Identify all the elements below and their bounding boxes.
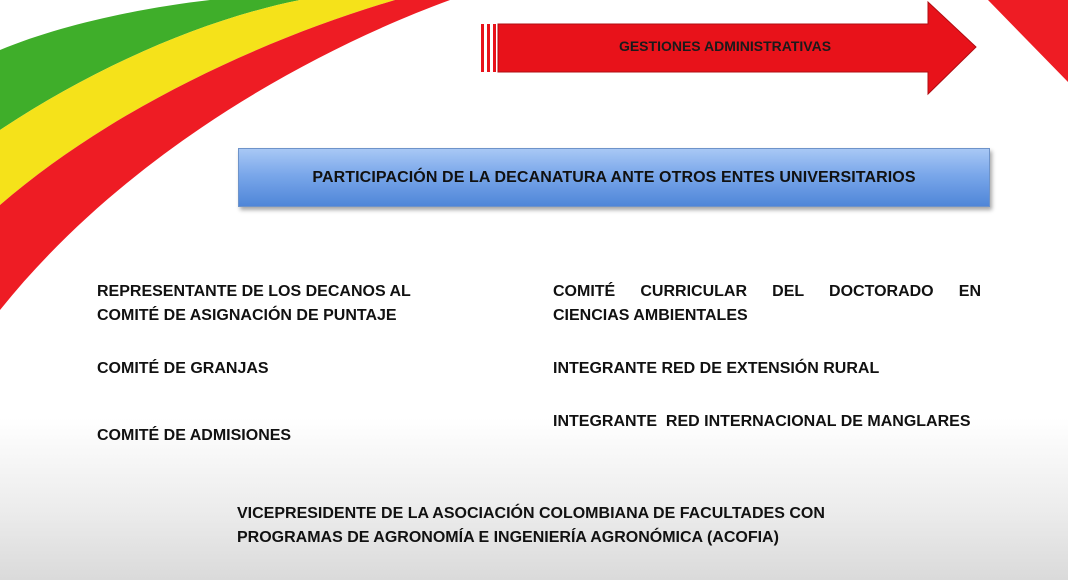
right-item-1-line1: COMITÉ CURRICULAR DEL DOCTORADO EN bbox=[553, 283, 981, 300]
footer-line2: PROGRAMAS DE AGRONOMÍA E INGENIERÍA AGRONÓMICA (ACOFIA) bbox=[237, 529, 779, 546]
arrow-stripe bbox=[487, 24, 490, 72]
title-box bbox=[238, 148, 990, 207]
right-item-1 bbox=[553, 280, 981, 328]
right-item-2: INTEGRANTE RED DE EXTENSIÓN RURAL bbox=[553, 360, 880, 377]
left-item-1-line2: COMITÉ DE ASIGNACIÓN DE PUNTAJE bbox=[97, 307, 397, 324]
footer-text bbox=[237, 502, 877, 550]
left-item-3: COMITÉ DE ADMISIONES bbox=[97, 427, 292, 444]
left-item-2: COMITÉ DE GRANJAS bbox=[97, 360, 269, 377]
right-item-3: INTEGRANTE RED INTERNACIONAL DE MANGLARES bbox=[553, 413, 971, 430]
page-title: PARTICIPACIÓN DE LA DECANATURA ANTE OTROS ENTES UNIVERSITARIOS bbox=[312, 168, 916, 186]
left-item-1 bbox=[97, 280, 427, 328]
corner-triangle bbox=[988, 0, 1068, 82]
right-item-1-line2: CIENCIAS AMBIENTALES bbox=[553, 307, 748, 324]
left-item-1-line1: REPRESENTANTE DE LOS DECANOS AL bbox=[97, 283, 411, 300]
footer-line1: VICEPRESIDENTE DE LA ASOCIACIÓN COLOMBIANA DE FACULTADES CON bbox=[237, 505, 825, 522]
arrow-stripe bbox=[481, 24, 484, 72]
arrow-stripe bbox=[493, 24, 496, 72]
arrow-label: GESTIONES ADMINISTRATIVAS bbox=[618, 38, 832, 54]
